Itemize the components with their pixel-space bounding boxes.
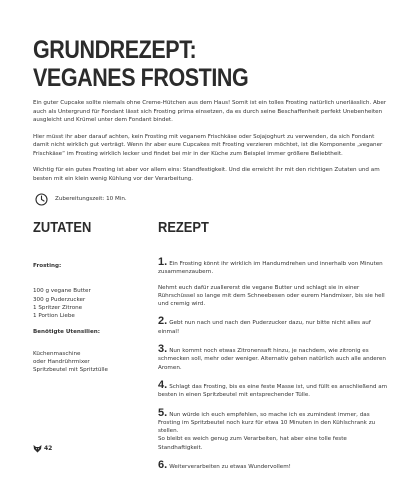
step-text: Ein Frosting könnt ihr wirklich im Handumdrehen und innerhalb von Minuten zusammenzaubern. xyxy=(158,261,383,276)
title-line-1: GRUNDREZEPT: xyxy=(33,36,197,64)
utensil-item: Spritzbeutel mit Spritztülle xyxy=(33,367,108,374)
title-line-2: VEGANES FROSTING xyxy=(33,64,249,92)
step-text: Gebt nun nach und nach den Puderzucker dazu, nur bitte nicht alles auf einmal! xyxy=(158,320,371,335)
step-text: Nun würde ich euch empfehlen, so mache ich es zumindest immer, das Frosting im Spritzbeutel noch kurz für etwa 10 Minuten in den Kühlschrank zu stellen. xyxy=(158,411,376,435)
clock-icon xyxy=(35,193,48,206)
recipe-heading: REZEPT xyxy=(158,219,209,236)
step-number: 1. xyxy=(158,256,168,268)
intro-text xyxy=(33,99,389,191)
recipe-step xyxy=(158,378,388,400)
page-footer xyxy=(33,444,73,456)
ingredient-item: 300 g Puderzucker xyxy=(33,296,86,303)
recipe-step xyxy=(158,406,388,452)
step-number: 3. xyxy=(158,343,168,356)
fox-logo-icon xyxy=(33,444,42,453)
recipe-step xyxy=(158,258,388,308)
step-text: Nehmt euch dafür zuallererst die vegane Butter und schlagt sie in einer Rührschüssel so lange mit dem Schneebesen oder eurem Handmixer, bis sie hell und cremig wird. xyxy=(158,284,385,308)
prep-time-label: Zubereitungszeit: 10 Min. xyxy=(55,196,127,202)
recipe-step xyxy=(158,461,388,471)
ingredient-item: 1 Spritzer Zitrone xyxy=(33,304,83,311)
step-text: So bleibt es weich genug zum Verarbeiten, hat aber eine tolle feste Standhaftigkeit. xyxy=(158,436,347,451)
recipe-step xyxy=(158,345,388,372)
step-text: Schlagt das Frosting, bis es eine feste Masse ist, und füllt es anschließend am besten in einen Spritzbeutel mit entsprechender Tülle. xyxy=(158,383,388,399)
ingredient-item: 100 g vegane Butter xyxy=(33,288,91,295)
recipe-steps xyxy=(158,258,388,480)
ingredients-heading: ZUTATEN xyxy=(33,219,92,236)
utensil-item: oder Handrührmixer xyxy=(33,359,90,366)
utensils-subheading: Benötigte Utensilien: xyxy=(33,329,100,336)
intro-paragraph: Hier müsst ihr aber darauf achten, kein Frosting mit veganem Frischkäse oder Sojajoghurt zu verwenden, da sich Fondant damit nicht wirklich gut verträgt. Wenn ihr aber eure Cupcakes mit Frosting verzieren möchtet, ist die Komponente „veganer Frischkäse“ im Frosting wirklich lecker und findet bei mir in der Küche zum Beispiel immer größere Beliebtheit. xyxy=(33,133,383,157)
step-number: 5. xyxy=(158,406,168,419)
page-number: 42 xyxy=(44,445,53,452)
page-title xyxy=(33,36,343,92)
ingredients-list xyxy=(33,262,148,375)
utensil-item: Küchenmaschine xyxy=(33,350,81,357)
step-text: Nun kommt noch etwas Zitronensaft hinzu, je nachdem, wie zitronig es schmecken soll, mehr oder weniger. Alternativ gehen natürlich auch alle anderen Aromen. xyxy=(158,348,386,371)
step-number: 2. xyxy=(158,315,168,328)
frosting-subheading: Frosting: xyxy=(33,263,62,269)
intro-paragraph: Ein guter Cupcake sollte niemals ohne Creme-Hütchen aus dem Haus! Somit ist ein tolles Frosting natürlich unerlässlich. Aber auch als Untergrund für Fondant lässt sich Frosting prima einsetzen, da es durch seine Beschaffenheit perfekt Unebenheiten ausgleicht und Krümel unter dem Fondant bindet. xyxy=(33,100,387,123)
intro-paragraph: Wichtig für ein gutes Frosting ist aber vor allem eins: Standfestigkeit. Und die erreicht ihr mit den richtigen Zutaten und am besten mit ein klein wenig Kühlung vor der Verarbeitung. xyxy=(33,167,380,182)
step-text: Weiterverarbeiten zu etwas Wundervollem! xyxy=(169,464,291,471)
ingredient-item: 1 Portion Liebe xyxy=(33,313,75,320)
prep-time xyxy=(35,193,235,207)
step-number: 6. xyxy=(158,459,168,472)
recipe-step xyxy=(158,317,388,336)
step-number: 4. xyxy=(158,378,168,391)
